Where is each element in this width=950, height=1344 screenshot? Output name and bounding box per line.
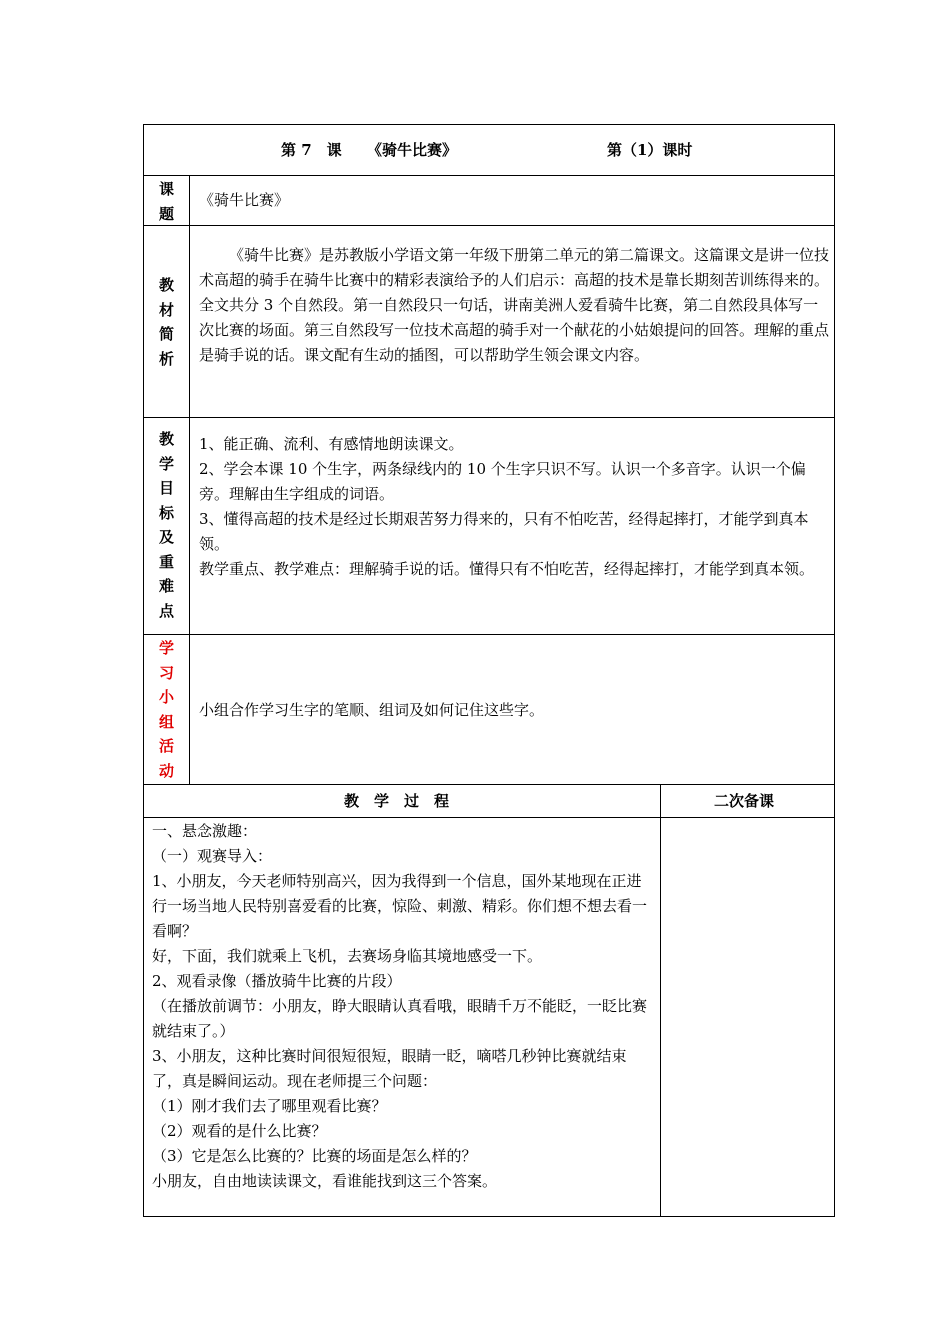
label-char: 及 [158, 528, 174, 546]
label-char: 教 [158, 430, 174, 448]
label-char: 重 [158, 552, 174, 571]
label-char: 活 [158, 737, 174, 755]
key-difficult-points: 教学重点、教学难点：理解骑手说的话。懂得只有不怕吃苦，经得起摔打，才能学到真本领。 [199, 560, 815, 578]
label-divider [189, 635, 190, 784]
group-activity-label [144, 636, 189, 783]
lesson-period: 第（1）课时 [607, 141, 693, 159]
process-heading-row [143, 784, 835, 818]
label-char: 材 [158, 300, 174, 319]
process-line: （一）观赛导入： [152, 847, 273, 865]
goals-label [144, 427, 189, 623]
goal-item: 1、能正确、流利、有感情地朗读课文。 [199, 435, 464, 453]
label-divider [189, 418, 190, 634]
topic-content: 《骑牛比赛》 [199, 191, 290, 209]
analysis-label [144, 273, 189, 371]
label-char: 教 [158, 276, 174, 294]
process-content [152, 819, 655, 1194]
label-char: 简 [158, 325, 174, 343]
column-divider [660, 785, 661, 817]
goal-item: 3、懂得高超的技术是经过长期艰苦努力得来的，只有不怕吃苦，经得起摔打，才能学到真本领。 [199, 510, 809, 553]
analysis-content: 《骑牛比赛》是苏教版小学语文第一年级下册第二单元的第二篇课文。这篇课文是讲一位技术高超的骑手在骑牛比赛中的精彩表演给予的人们启示：高超的技术是靠长期刻苦训练得来的。全文共分 3 个自然段。第一自然段只一句话，讲南美洲人爱看骑牛比赛，第二自然段具体写一次比赛的场面。第三自然段写一位技术高超的骑手对一个献花的小姑娘提问的回答。理解的重点是骑手说的话。课文配有生动的插图，可以帮助学生领会课文内容。 [199, 246, 830, 364]
process-line: 1、小朋友，今天老师特别高兴，因为我得到一个信息，国外某地现在正进行一场当地人民特别喜爱看的比赛，惊险、刺激、精彩。你们想不想去看一看啊？ [152, 872, 648, 940]
process-line: 3、小朋友，这种比赛时间很短很短，眼睛一眨，嘀嗒几秒钟比赛就结束了，真是瞬间运动。现在老师提三个问题： [152, 1047, 627, 1090]
label-char: 组 [158, 712, 174, 731]
label-char: 学 [158, 454, 174, 473]
process-line: （3）它是怎么比赛的？比赛的场面是怎么样的？ [152, 1147, 477, 1165]
label-divider [189, 176, 190, 225]
process-line: （在播放前调节：小朋友，睁大眼睛认真看哦，眼睛千万不能眨，一眨比赛就结束了。） [152, 997, 648, 1040]
label-char: 动 [158, 761, 174, 780]
label-char: 习 [158, 663, 174, 682]
topic-label [144, 177, 189, 226]
label-char: 难 [158, 577, 174, 595]
process-line: （1）刚才我们去了哪里观看比赛？ [152, 1097, 387, 1115]
group-activity-content: 小组合作学习生字的笔顺、组词及如何记住这些字。 [199, 701, 545, 719]
second-prep-area[interactable] [661, 818, 835, 1216]
goal-item: 2、学会本课 10 个生字，两条绿线内的 10 个生字只识不写。认识一个多音字。认识一个偏旁。理解由生字组成的词语。 [199, 460, 806, 503]
goals-content [199, 432, 830, 582]
label-char: 析 [158, 349, 174, 368]
lesson-title: 《骑牛比赛》 [367, 141, 458, 159]
header-row [143, 124, 835, 176]
process-line: 一、悬念激趣： [152, 822, 258, 840]
label-char: 学 [158, 639, 174, 657]
label-divider [189, 226, 190, 417]
label-char: 目 [158, 479, 174, 497]
analysis-row [143, 225, 835, 418]
process-line: 2、观看录像（播放骑牛比赛的片段） [152, 972, 402, 990]
label-char: 小 [158, 688, 174, 706]
process-heading: 教 学 过 程 [344, 792, 450, 810]
process-line: 小朋友，自由地读读课文，看谁能找到这三个答案。 [152, 1172, 498, 1190]
group-activity-row [143, 634, 835, 785]
process-line: （2）观看的是什么比赛？ [152, 1122, 327, 1140]
topic-row [143, 175, 835, 226]
label-char: 点 [158, 601, 174, 620]
lesson-number: 第 7 课 [281, 141, 342, 159]
process-content-row [143, 817, 835, 1217]
label-char: 标 [158, 503, 174, 522]
process-line: 好，下面，我们就乘上飞机，去赛场身临其境地感受一下。 [152, 947, 543, 965]
label-char: 题 [158, 204, 174, 223]
goals-row [143, 417, 835, 635]
second-prep-heading: 二次备课 [714, 792, 775, 810]
label-char: 课 [158, 180, 174, 198]
